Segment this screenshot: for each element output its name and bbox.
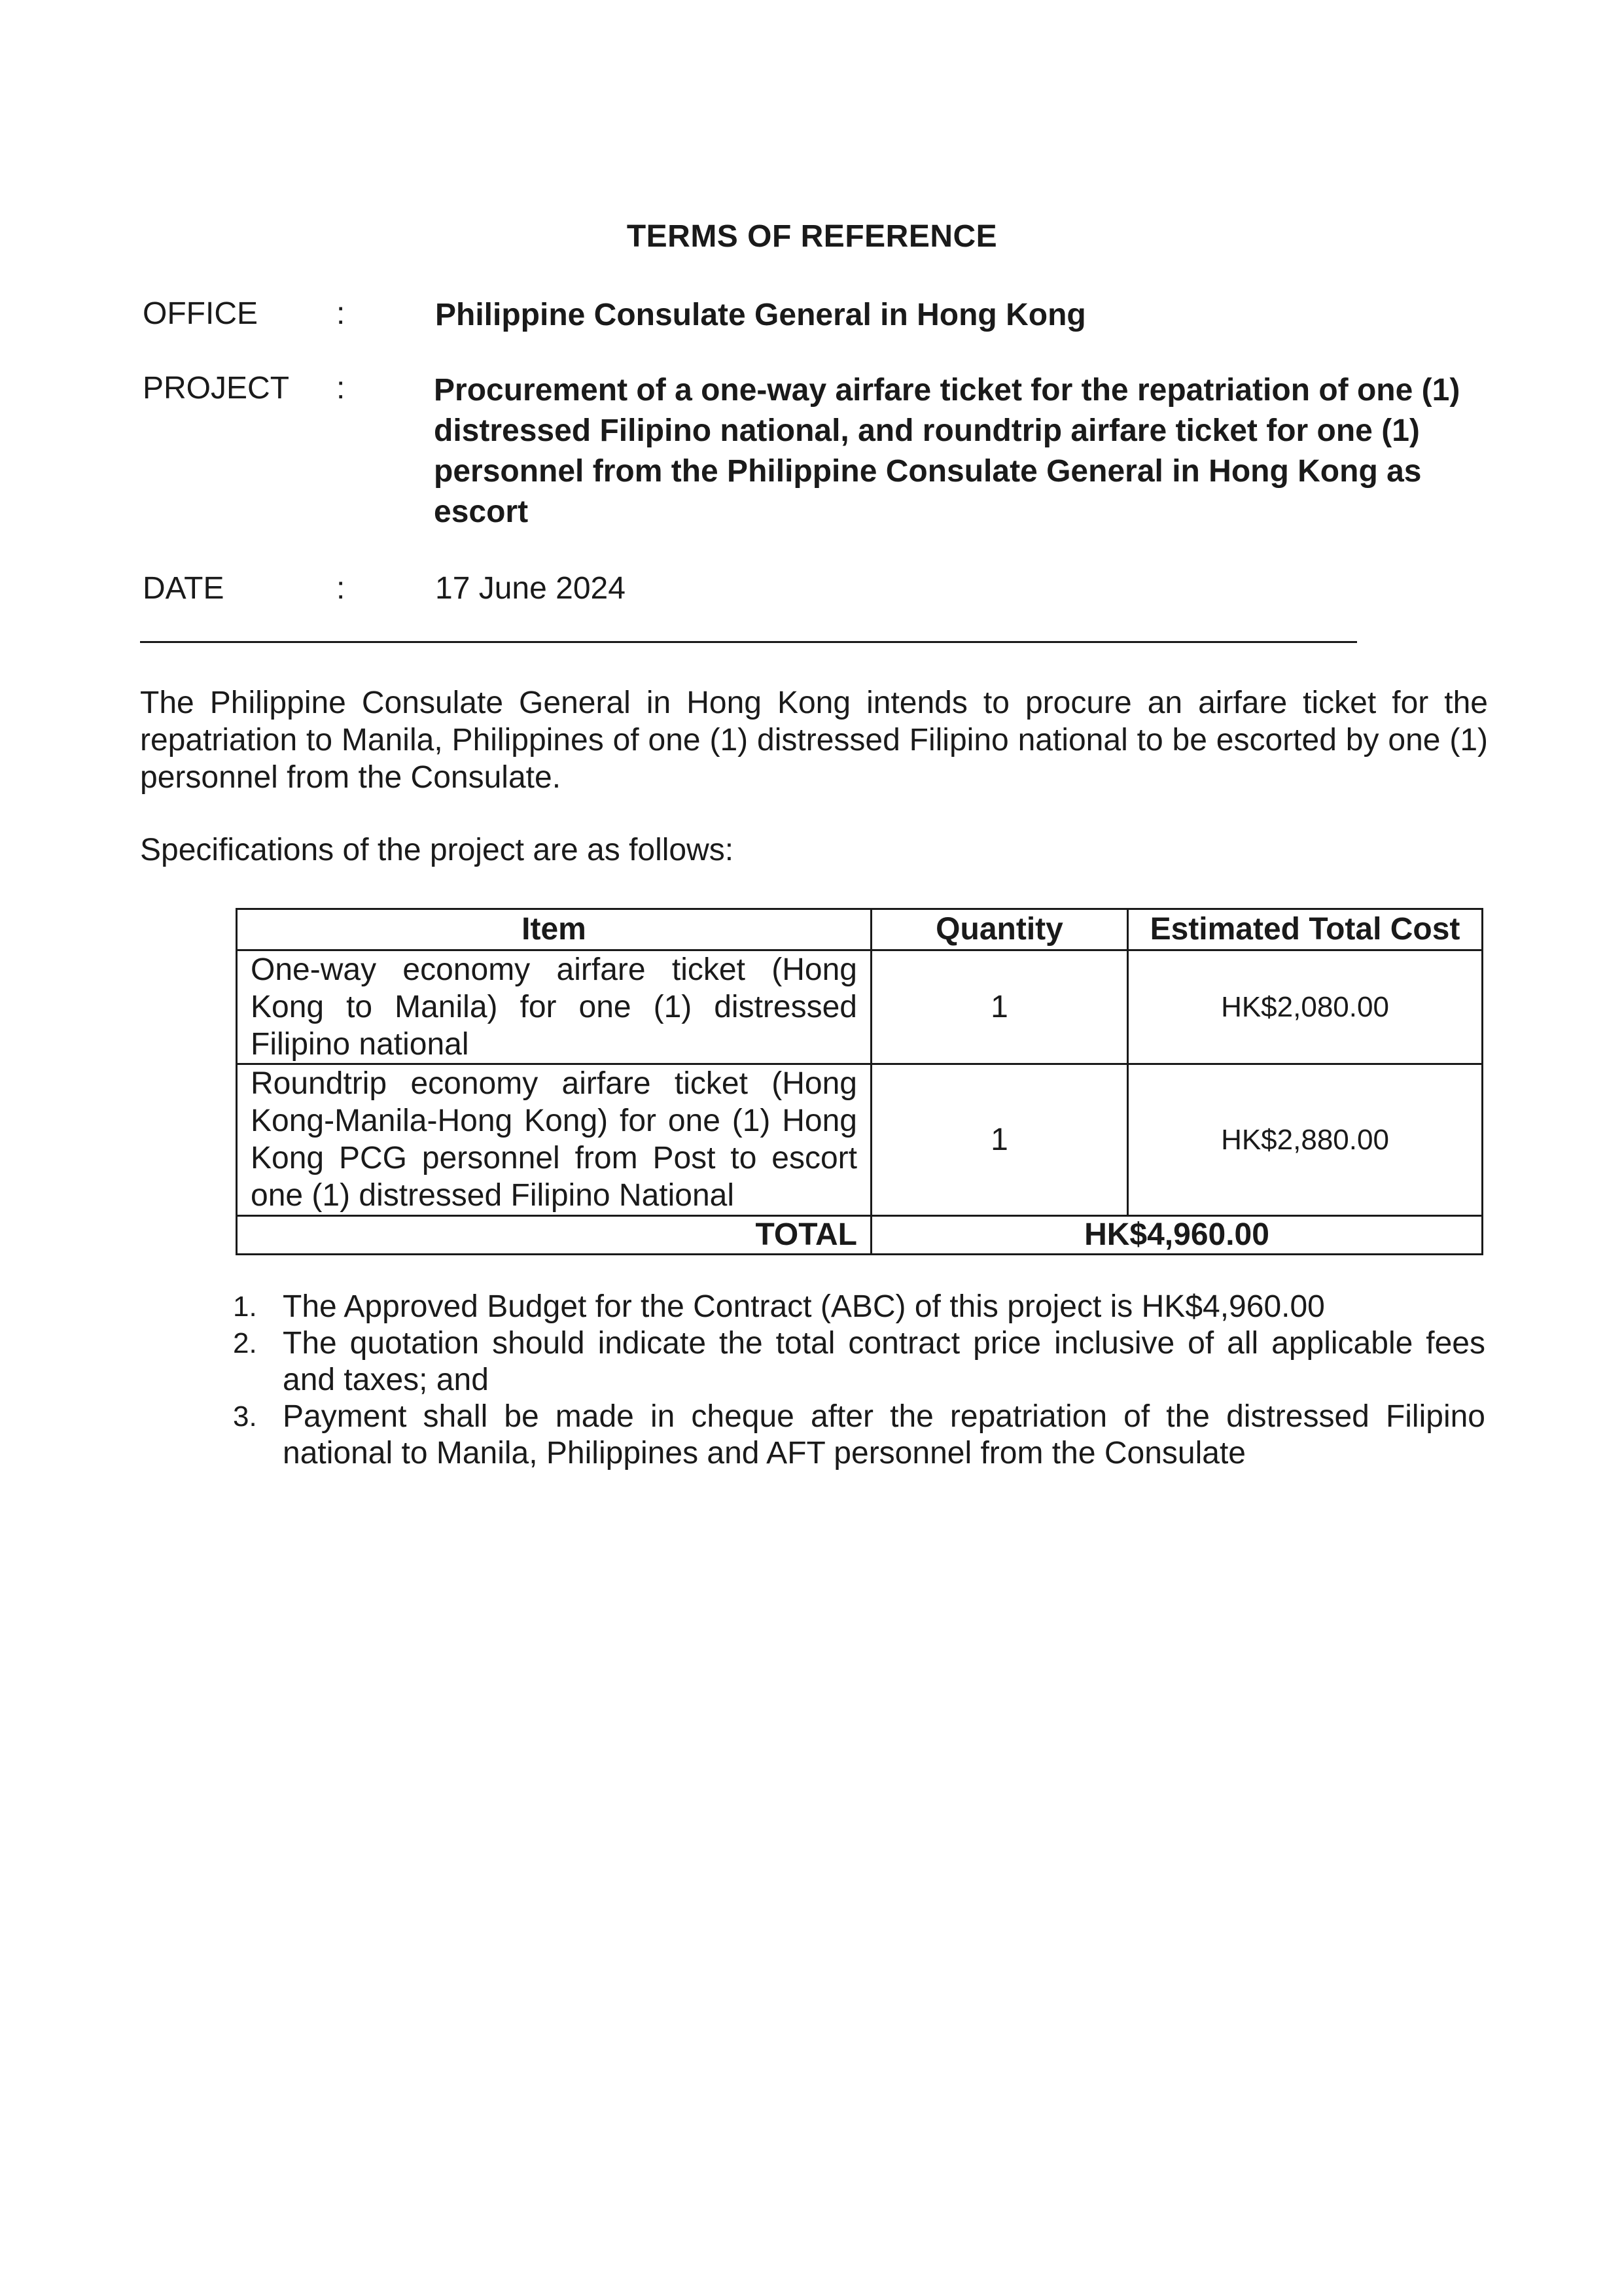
header-divider [140, 641, 1357, 643]
row-item: Roundtrip economy airfare ticket (Hong Kong-Manila-Hong Kong) for one (1) Hong Kong PCG personnel from Post to escort one (1) distressed Filipino National [237, 1064, 872, 1216]
date-label: DATE [143, 571, 224, 606]
total-value: HK$4,960.00 [872, 1216, 1483, 1255]
note-number: 1. [233, 1291, 257, 1323]
date-colon: : [336, 571, 345, 606]
note-number: 3. [233, 1400, 257, 1433]
office-value: Philippine Consulate General in Hong Kong [435, 298, 1086, 332]
row-item: One-way economy airfare ticket (Hong Kong to Manila) for one (1) distressed Filipino national [237, 950, 872, 1064]
list-item [222, 1399, 1485, 1472]
row-cost: HK$2,880.00 [1128, 1064, 1483, 1216]
office-colon: : [336, 296, 345, 331]
header-quantity: Quantity [872, 909, 1128, 950]
project-value: Procurement of a one-way airfare ticket for the repatriation of one (1) distressed Filipino national, and roundtrip airfare ticket for one (1) personnel from the Philippine Consulate General in Hong Kong as escort [434, 373, 1460, 529]
table-total-row [237, 1216, 1483, 1255]
note-text: The quotation should indicate the total contract price inclusive of all applicable fees and taxes; and [283, 1326, 1485, 1397]
table-row [237, 1064, 1483, 1216]
row-quantity: 1 [872, 950, 1128, 1064]
notes-list [222, 1289, 1485, 1472]
list-item [222, 1325, 1485, 1399]
note-text: The Approved Budget for the Contract (ABC) of this project is HK$4,960.00 [283, 1289, 1325, 1324]
specifications-lead: Specifications of the project are as follows: [140, 833, 734, 867]
intro-paragraph: The Philippine Consulate General in Hong Kong intends to procure an airfare ticket for the repatriation to Manila, Philippines of one (1) distressed Filipino national to be escorted by one (1) personnel from the Consulate. [140, 686, 1488, 795]
document-title: TERMS OF REFERENCE [626, 219, 998, 254]
office-label: OFFICE [143, 296, 258, 331]
header-estimated-total-cost: Estimated Total Cost [1128, 909, 1483, 950]
row-cost: HK$2,080.00 [1128, 950, 1483, 1064]
total-label: TOTAL [237, 1216, 872, 1255]
list-item [222, 1289, 1485, 1325]
note-text: Payment shall be made in cheque after the repatriation of the distressed Filipino national to Manila, Philippines and AFT personnel from the Consulate [283, 1399, 1485, 1470]
date-value: 17 June 2024 [435, 571, 626, 606]
note-number: 2. [233, 1327, 257, 1359]
table-row [237, 950, 1483, 1064]
header-item: Item [237, 909, 872, 950]
row-quantity: 1 [872, 1064, 1128, 1216]
table-header-row [237, 909, 1483, 950]
project-label: PROJECT [143, 371, 290, 406]
project-colon: : [336, 371, 345, 406]
specifications-table [236, 908, 1483, 1255]
